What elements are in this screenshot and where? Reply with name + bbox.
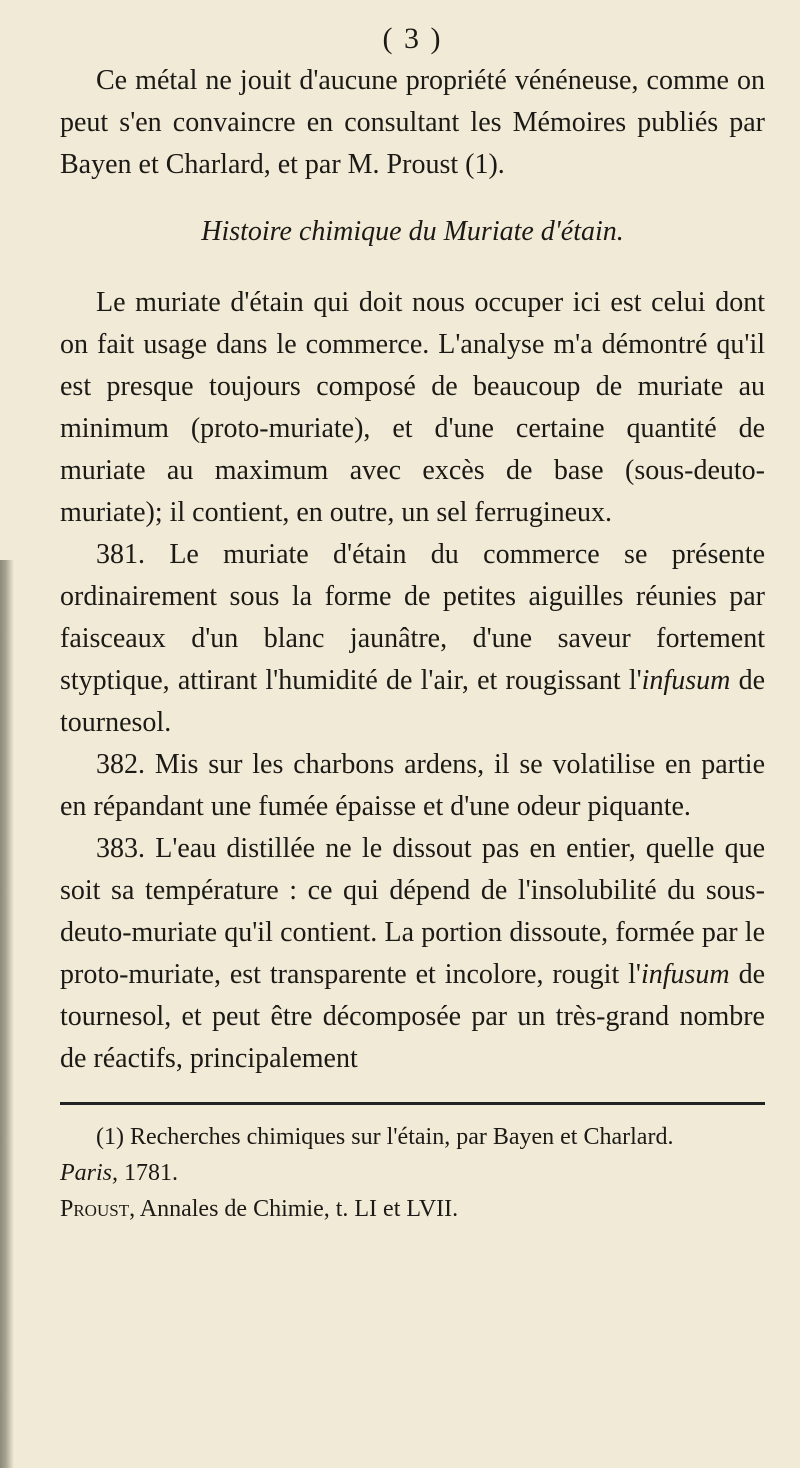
- paragraph-text-end: de tournesol.: [60, 665, 765, 738]
- footnote-year: 1781.: [118, 1160, 179, 1186]
- paragraph-text: Le muriate d'étain du commerce se présente ordinairement sous la forme de petites aiguilles réunies par faisceaux d'un blanc jaunâtre, d'une saveur fortement styptique, attirant l'humidité de l'air, et rougissant l': [60, 539, 765, 696]
- paragraph-text-end: de tournesol, et peut être décomposée par un très-grand nombre de réactifs, principalement: [60, 959, 765, 1074]
- footnote-place: Paris,: [60, 1160, 119, 1186]
- paragraph-381: [60, 534, 765, 744]
- page-edge-shadow: [0, 560, 14, 1468]
- section-title: Histoire chimique du Muriate d'étain.: [201, 216, 624, 247]
- footnote-line-1: (1) Recherches chimiques sur l'étain, par Bayen et Charlard.: [96, 1124, 674, 1150]
- paragraph-1: Le muriate d'étain qui doit nous occuper ici est celui dont on fait usage dans le commerce. L'analyse m'a démontré qu'il est presque toujours composé de beaucoup de muriate au minimum (proto-muriate), et d'une certaine quantité de muriate au maximum avec excès de base (sous-deuto-muriate); il contient, en outre, un sel ferrugineux.: [60, 287, 765, 528]
- paragraph-text: Mis sur les charbons ardens, il se volatilise en partie en répandant une fumée épaisse et d'une odeur piquante.: [60, 749, 765, 822]
- paragraph-number: 381.: [96, 539, 145, 570]
- page-number: ( 3 ): [382, 22, 443, 55]
- paragraph-italic-term: infusum: [641, 665, 731, 696]
- paragraph-382: [60, 744, 765, 828]
- paragraph-italic-term: infusum: [640, 959, 730, 990]
- paragraph-text: L'eau distillée ne le dissout pas en entier, quelle que soit sa température : ce qui dépend de l'insolubilité du sous-deuto-muriate qu'il contient. La portion dissoute, formée par le proto-muriate, est transparente et incolore, rougit l': [60, 833, 765, 990]
- footnote-line-2: [60, 1155, 765, 1191]
- paragraph-number: 383.: [96, 833, 145, 864]
- intro-paragraph: Ce métal ne jouit d'aucune propriété vénéneuse, comme on peut s'en convaincre en consultant les Mémoires publiés par Bayen et Charlard, et par M. Proust (1).: [60, 65, 765, 180]
- paragraph-383: [60, 828, 765, 1080]
- book-page: [60, 0, 765, 1227]
- footnote-line-3: [60, 1191, 765, 1227]
- footnote-divider: [60, 1102, 765, 1105]
- footnote-author: Proust: [60, 1196, 130, 1222]
- paragraph-number: 382.: [96, 749, 145, 780]
- footnote-reference: , Annales de Chimie, t. LI et LVII.: [129, 1196, 459, 1222]
